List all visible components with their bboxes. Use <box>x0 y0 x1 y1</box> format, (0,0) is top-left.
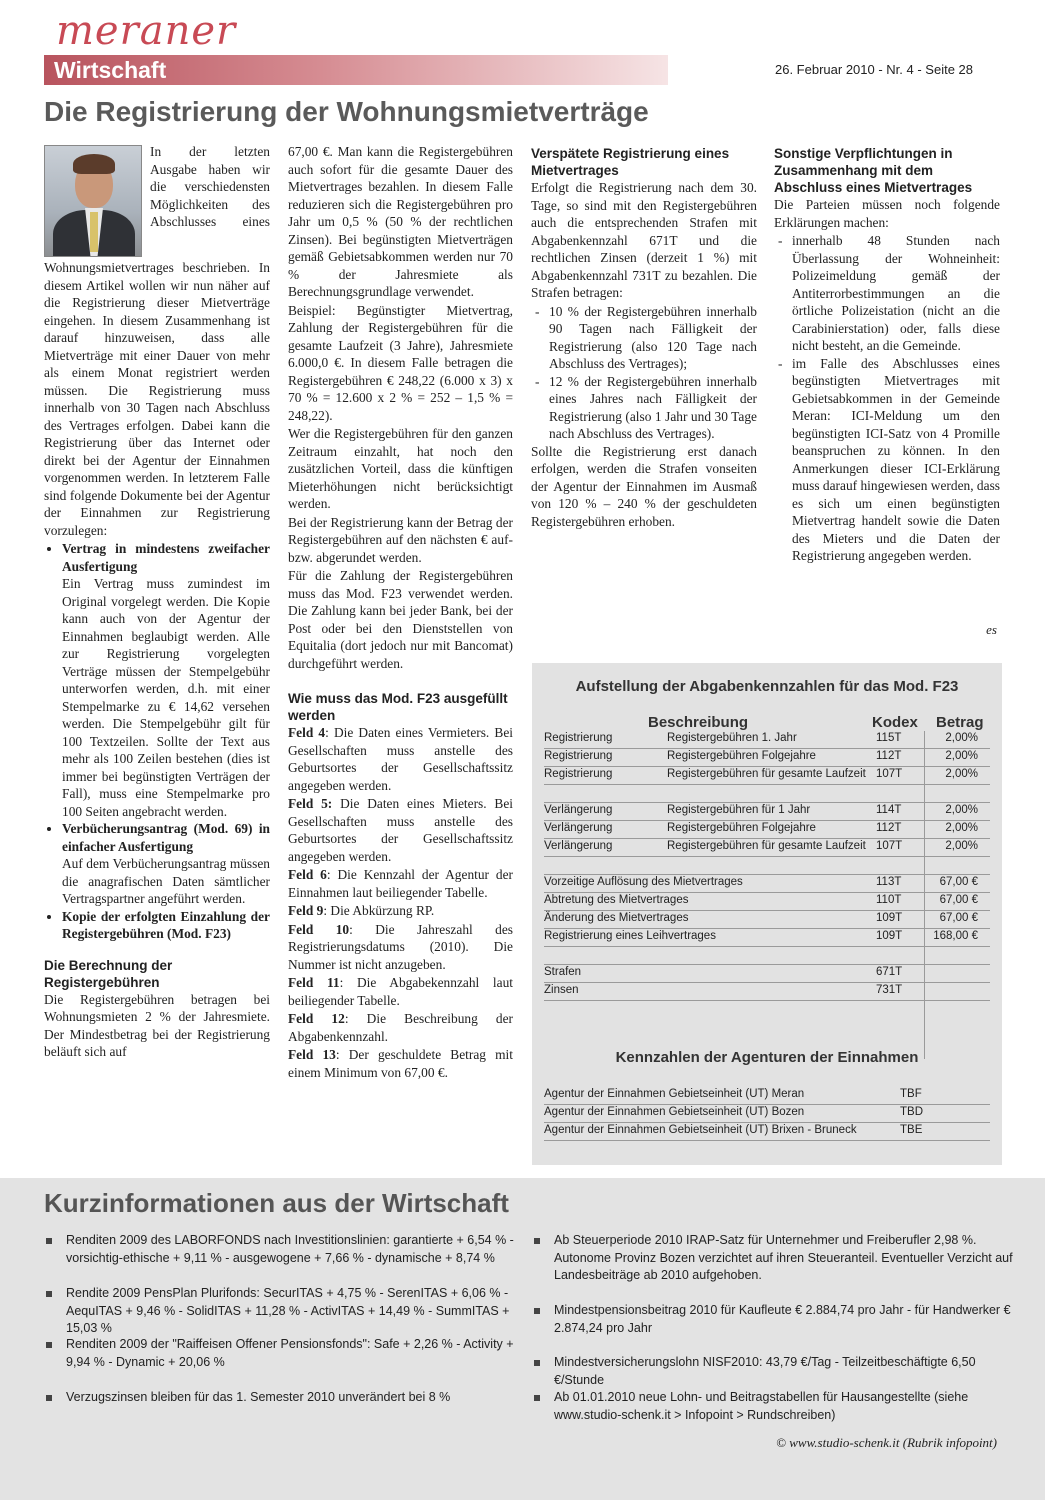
short-info-item: Verzugszinsen bleiben für das 1. Semester 2010 unverändert bei 8 % <box>44 1389 526 1407</box>
list-item: • Verbücherungsantrag (Mod. 69) in einfacher Ausfertigung Auf dem Verbücherungsantrag müssen die anagrafischen Daten sämtlicher Vertragspartner angeführt werden. <box>62 820 270 908</box>
table-row <box>544 803 990 821</box>
table-row <box>544 767 990 785</box>
row-category: Verlängerung <box>544 822 613 834</box>
row-category: Zinsen <box>544 984 579 996</box>
penalty-list <box>531 303 757 443</box>
subheading-f23: Wie muss das Mod. F23 ausgefüllt werden <box>288 691 508 723</box>
list-item: - 12 % der Registergebühren innerhalb eines Jahres nach Fälligkeit der Registrierung (also 1 Jahr und 30 Tage nach Abschluss des Vertrages). <box>531 373 757 443</box>
paragraph: Bei der Registrierung kann der Betrag der Registergebühren auf den nächsten € auf- bzw. abgerundet werden. <box>288 514 513 565</box>
short-info-item: Mindestpensionsbeitrag 2010 für Kaufleute € 2.884,74 pro Jahr - für Handwerker € 2.874,24 pro Jahr <box>532 1302 1014 1337</box>
short-info-item: Ab Steuerperiode 2010 IRAP-Satz für Unternehmer und Freiberufler 2,98 %. Autonome Provinz Bozen verzichtet auf ihren Steueranteil. Eventueller Verzicht auf Landesbeiträge ab 2010 aufgehoben. <box>532 1232 1014 1285</box>
paragraph: Sollte die Registrierung erst danach erfolgen, werden die Strafen vonseiten der Agentur der Einnahmen im Ausmaß von 120 % – 240 % der geschuldeten Registergebühren erhoben. <box>531 443 757 529</box>
short-info-item: Ab 01.01.2010 neue Lohn- und Beitragstabellen für Hausangestellte (siehe www.studio-schenk.it > Infopoint > Rundschreiben) <box>532 1389 1014 1424</box>
article-headline: Die Registrierung der Wohnungsmietverträge <box>44 96 649 127</box>
table-row <box>544 785 990 803</box>
agencies-title: Kennzahlen der Agenturen der Einnahmen <box>615 1049 919 1066</box>
section-title: Wirtschaft <box>54 57 167 83</box>
issue-info: 26. Februar 2010 - Nr. 4 - Seite 28 <box>775 62 973 77</box>
row-description: Registergebühren Folgejahre <box>667 750 816 762</box>
document-list <box>44 540 270 943</box>
short-info-title: Kurzinformationen aus der Wirtschaft <box>44 1188 509 1218</box>
magazine-logo: meraner <box>56 8 237 54</box>
paragraph: Für die Zahlung der Registergebühren muss das Mod. F23 verwendet werden. Die Zahlung kann bei jeder Bank, bei der Post oder bei den Dienststellen von Equitalia (dort jedoch nur mit Bancomat) durchgeführt werden. <box>288 568 513 671</box>
row-category: Abtretung des Mietvertrages <box>544 894 689 906</box>
row-category: Registrierung eines Leihvertrages <box>544 930 716 942</box>
header-code: Kodex <box>872 714 918 731</box>
row-category: Verlängerung <box>544 804 613 816</box>
row-category: Vorzeitige Auflösung des Mietvertrages <box>544 876 743 888</box>
table-row <box>544 875 990 893</box>
agency-name: Agentur der Einnahmen Gebietseinheit (UT) Meran <box>544 1088 805 1100</box>
paragraph: Die Registergebühren betragen bei Wohnungsmieten 2 % der Jahresmiete. Der Mindestbetrag bei der Registrierung beläuft sich auf <box>44 991 270 1059</box>
agency-name: Agentur der Einnahmen Gebietseinheit (UT) Bozen <box>544 1106 805 1118</box>
short-info-item: Renditen 2009 des LABORFONDS nach Investitionslinien: garantierte + 6,54 % - vorsichtig-ethische + 9,11 % - ausgewogene + 7,66 % - dynamische + 8,74 % <box>44 1232 526 1267</box>
row-code: 110T <box>876 894 902 906</box>
row-code: 112T <box>876 750 902 762</box>
table-row <box>544 731 990 749</box>
row-amount: 2,00% <box>945 750 978 762</box>
section-bar <box>44 55 668 85</box>
article-column-2 <box>288 143 513 1082</box>
agency-row <box>544 1123 990 1141</box>
table-title: Aufstellung der Abgabenkennzahlen für das Mod. F23 <box>575 678 959 695</box>
row-code: 114T <box>876 804 902 816</box>
article-column-1 <box>44 143 270 1062</box>
row-description: Registergebühren für gesamte Laufzeit <box>667 768 866 780</box>
row-amount: 2,00% <box>945 822 978 834</box>
article-column-3 <box>531 143 757 531</box>
table-row <box>544 857 990 875</box>
row-amount: 67,00 € <box>939 912 978 924</box>
row-code: 109T <box>876 930 903 942</box>
short-info-item: Renditen 2009 der "Raiffeisen Offener Pensionsfonds": Safe + 2,26 % - Activity + 9,94 % - Dynamic + 20,06 % <box>44 1336 526 1371</box>
short-info-item: Mindestversicherungslohn NISF2010: 43,79 €/Tag - Teilzeitbeschäftigte 6,50 €/Stunde <box>532 1354 1014 1389</box>
paragraph: Wer die Registergebühren für den ganzen Zeitraum einzahlt, hat noch den zusätzlichen Vorteil, dass die künftigen Mieterhöhungen nicht berücksichtigt werden. <box>288 426 513 511</box>
subheading-verspaetet: Verspätete Registrierung eines Mietvertrages <box>531 146 730 178</box>
obligation-list <box>774 232 1000 565</box>
article-column-4 <box>774 143 1000 565</box>
subheading-berechnung: Die Berechnung der Registergebühren <box>44 957 173 990</box>
field-item: Feld 12: Die Beschreibung der Abgabenkennzahl. <box>288 1011 514 1044</box>
table-row <box>544 947 990 965</box>
row-code: 115T <box>876 732 902 744</box>
table-row <box>544 983 990 1001</box>
row-category: Registrierung <box>544 732 613 744</box>
row-description: Registergebühren für gesamte Laufzeit <box>667 840 866 852</box>
row-code: 731T <box>876 984 903 996</box>
row-code: 671T <box>876 966 903 978</box>
table-row <box>544 821 990 839</box>
paragraph: 67,00 €. Man kann die Registergebühren auch sofort für die gesamte Dauer des Mietvertrages bezahlen. In diesem Falle reduzieren sich die Registergebühren pro Jahr um 0,5 % (50 % der rechtlichen Zinsen). Bei begünstigten Mietverträgen gemäß Gebietsabkommen werden nur 70 % der Jahresmiete als Berechnungsgrundlage verwendet. <box>288 144 513 299</box>
row-category: Registrierung <box>544 768 613 780</box>
table-row <box>544 929 990 947</box>
row-code: 109T <box>876 912 903 924</box>
row-amount: 2,00% <box>945 840 978 852</box>
list-item: - im Falle des Abschlusses eines begünstigten Mietvertrages mit Gebietsabkommen in der Gemeinde Meran: ICI-Meldung um den begünstigten ICI-Satz von 4 Promille beanspruchen zu können. In den Anmerkungen dieser ICI-Erklärung muss darauf hingewiesen werden, dass es sich um einen begünstigten Mietvertrag handelt sowie die Daten des Mieters und die Daten der Registrierung angegeben werden. <box>774 355 1000 565</box>
author-photo <box>44 145 142 257</box>
field-item: Feld 5: Die Daten eines Mieters. Bei Gesellschaften muss anstelle des Geburtsortes der Gesellschaftssitz angegeben werden. <box>288 796 514 864</box>
table-row <box>544 893 990 911</box>
agency-code: TBD <box>900 1106 923 1118</box>
row-amount: 2,00% <box>945 804 978 816</box>
field-item: Feld 9: Die Abkürzung RP. <box>288 903 435 918</box>
table-row <box>544 749 990 767</box>
header-amount: Betrag <box>936 714 984 731</box>
row-amount: 168,00 € <box>933 930 978 942</box>
short-info-box <box>0 1178 1045 1500</box>
author-signature: es <box>986 622 997 637</box>
list-item: - innerhalb 48 Stunden nach Überlassung der Wohneinheit: Polizeimeldung gemäß der Antiterrorbestimmungen an die örtliche Polizeistation (nicht an die Carabinierstation) oder, falls diese nicht besteht, an die Gemeinde. <box>774 232 1000 355</box>
field-item: Feld 13: Der geschuldete Betrag mit einem Minimum von 67,00 €. <box>288 1047 513 1080</box>
list-item: - 10 % der Registergebühren innerhalb 90 Tagen nach Fälligkeit der Registrierung (also 120 Tage nach Abschluss des Vertrages); <box>531 303 757 373</box>
row-code: 113T <box>876 876 902 888</box>
agency-row <box>544 1105 990 1123</box>
field-item: Feld 4: Die Daten eines Vermieters. Bei Gesellschaften muss anstelle des Geburtsortes der Gesellschaftssitz angegeben werden. <box>288 725 513 793</box>
agency-row <box>544 1087 990 1105</box>
f23-code-table <box>532 663 1002 1165</box>
row-code: 107T <box>876 768 903 780</box>
row-amount: 67,00 € <box>939 876 978 888</box>
subheading-sonstige: Sonstige Verpflichtungen in Zusammenhang mit dem Abschluss eines Mietvertrages <box>774 146 973 195</box>
field-item: Feld 6: Die Kennzahl der Agentur der Einnahmen laut beiliegender Tabelle. <box>288 867 513 900</box>
row-amount: 2,00% <box>945 732 978 744</box>
field-item: Feld 10: Die Jahreszahl des Registrierungsdatums (2010). Die Nummer ist nicht anzugeben. <box>288 921 513 972</box>
agency-name: Agentur der Einnahmen Gebietseinheit (UT) Brixen - Bruneck <box>544 1124 857 1136</box>
row-category: Änderung des Mietvertrages <box>544 912 689 924</box>
table-row <box>544 965 990 983</box>
short-info-item: Rendite 2009 PensPlan Plurifonds: SecurITAS + 4,75 % - SerenITAS + 6,06 % - AequITAS + 9,46 % - SolidITAS + 11,28 % - ActivITAS + 14,49 % - SummITAS + 15,03 % <box>44 1285 526 1338</box>
field-item: Feld 11: Die Abgabekennzahl laut beiliegender Tabelle. <box>288 975 513 1008</box>
intro-paragraph: In der letzten Ausgabe haben wir die verschiedensten Möglichkeiten des Abschlusses eines Wohnungsmietvertrages beschrieben. In diesem Artikel wollen wir nun näher auf die Registrierung dieser Mietverträge eingehen. In diesem Zusammenhang ist darauf hinzuweisen, dass alle Mietverträge mit einer Dauer von mehr als einem Monat registriert werden müssen. Die Registrierung muss innerhalb von 30 Tagen nach Abschluss des Vertrages erfolgen. Dabei kann die Registrierung über das Internet oder direkt bei der Agentur der Einnahmen vorgenommen werden. In letzterem Falle sind folgende Dokumente bei der Agentur der Einnahmen zur Registrierung vorzulegen: <box>44 144 270 538</box>
row-description: Registergebühren für 1 Jahr <box>667 804 811 816</box>
agency-code: TBE <box>900 1124 923 1136</box>
row-category: Strafen <box>544 966 582 978</box>
row-amount: 2,00% <box>945 768 978 780</box>
row-code: 112T <box>876 822 902 834</box>
row-description: Registergebühren 1. Jahr <box>667 732 797 744</box>
table-row <box>544 911 990 929</box>
paragraph: Erfolgt die Registrierung nach dem 30. Tage, so sind mit den Registergebühren auch die entsprechenden Strafen mit Abgabenkennzahl 671T und die rechtlichen Zinsen (derzeit 1 %) mit Abgabenkennzahl 731T zu bezahlen. Die Strafen betragen: <box>531 180 757 300</box>
header-description: Beschreibung <box>648 714 749 731</box>
paragraph: Beispiel: Begünstigter Mietvertrag, Zahlung der Registergebühren für die gesamte Laufzeit (3 Jahre), Jahresmiete 6.000,0 €. In diesem Falle betragen die Registergebühren € 248,22 (6.000 x 3) x 70 % = 12.600 x 2 % = 252 – 1,5 % = 248,22). <box>288 302 513 423</box>
row-category: Registrierung <box>544 750 613 762</box>
table-row <box>544 839 990 857</box>
agency-code: TBF <box>900 1088 922 1100</box>
list-item: • Kopie der erfolgten Einzahlung der Registergebühren (Mod. F23) <box>62 908 270 943</box>
copyright: © www.studio-schenk.it (Rubrik infopoint) <box>776 1435 997 1450</box>
row-category: Verlängerung <box>544 840 613 852</box>
row-amount: 67,00 € <box>939 894 978 906</box>
list-item: • Vertrag in mindestens zweifacher Ausfertigung Ein Vertrag muss zumindest im Original vorgelegt werden. Die Kopie kann auch von der Agentur der Einnahmen beglaubigt werden. Alle zur Registrierung vorgelegten Verträge müssen der Stempelgebühr unterworfen werden, d.h. mit einer Stempelmarke zu € 14,62 versehen werden. Die Stempelgebühr gilt für 100 Textzeilen. Sollte der Text aus mehr als 100 Zeilen bestehen (dies ist immer bei begünstigten Verträgen der Fall), muss eine Stempelmarke pro 100 Seiten angebracht werden. <box>62 540 270 820</box>
row-code: 107T <box>876 840 903 852</box>
paragraph: Die Parteien müssen noch folgende Erklärungen machen: <box>774 197 1000 230</box>
row-description: Registergebühren Folgejahre <box>667 822 816 834</box>
